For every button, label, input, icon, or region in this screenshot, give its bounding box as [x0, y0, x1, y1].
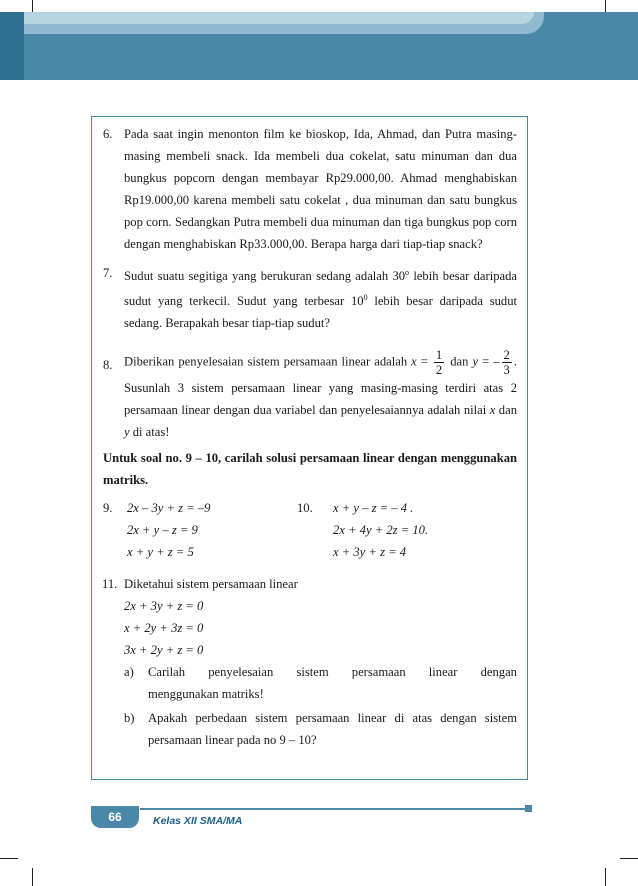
question-text: Pada saat ingin menonton film ke bioskop, Ida, Ahmad, dan Putra masing-masing membeli snack. Ida membeli dua cokelat, satu minuman dan dua bungkus popcorn dengan membayar Rp29.000,00. Ahmad menghabiskan Rp19.000,00 karena membeli satu cokelat , dua minuman dan satu bungkus pop corn. Sedangkan Putra membeli dua minuman dan tiga bungkus pop corn dengan menghabiskan Rp33.000,00. Berapa harga dari tiap-tiap snack?	[124, 127, 517, 251]
systems-9-10	[103, 497, 517, 563]
question-11	[103, 573, 517, 751]
equation: 2x + y – z = 9	[127, 523, 198, 538]
page-number: 66	[91, 806, 139, 828]
question-number: 8.	[103, 358, 113, 373]
fraction-x: $\frac{1}{2}$	[435, 348, 443, 378]
question-text: Sudut suatu segitiga yang berukuran sedang adalah 30$^o$ lebih besar daripada sudut yang terkecil. Sudut yang terbesar $10^0$ lebih besar daripada sudut sedang. Berapakah besar tiap-tiap sudut?	[124, 268, 517, 331]
question-number: 7.	[103, 266, 113, 280]
crop-mark	[620, 858, 638, 859]
footer-rule-endpoint	[525, 805, 532, 812]
question-6	[103, 123, 517, 255]
crop-mark	[0, 858, 18, 859]
equation: x + y – z = – 4 .	[333, 501, 414, 516]
sub-question-b: b) Apakah perbedaan sistem persamaan linear di atas dengan sistem persamaan linear pada no 9 – 10?	[124, 711, 517, 748]
instruction-note: Untuk soal no. 9 – 10, carilah solusi persamaan linear dengan menggunakan matriks.	[103, 451, 517, 488]
sub-question-a: a) Carilah penyelesaian sistem persamaan linear dengan menggunakan matriks!	[124, 665, 517, 702]
question-text: Diketahui sistem persamaan linear	[124, 577, 298, 592]
question-8	[103, 348, 517, 443]
header-band-dark-edge	[0, 12, 24, 80]
question-number: 9.	[103, 501, 113, 516]
crop-mark	[32, 868, 33, 886]
question-number: 6.	[103, 127, 113, 141]
header-band-highlight	[24, 12, 534, 24]
equation: x + 3y + z = 4	[333, 545, 407, 560]
exercise-box	[91, 116, 528, 780]
question-number: 10.	[297, 501, 313, 516]
equation: x + y + z = 5	[127, 545, 194, 560]
equation: 3x + 2y + z = 0	[124, 643, 204, 658]
fraction-y: $\frac{2}{3}$	[503, 348, 510, 378]
question-7	[103, 262, 517, 334]
question-text: Diberikan penyelesaian sistem persamaan linear adalah x = $\frac{1}{2}$ dan y = – $\frac{2}{3}$ . Susunlah 3 sistem persamaan linear yang masing-masing terdiri atas 2 persamaan linear dengan dua variabel dan penyelesaiannya adalah nilai x dan y di atas!	[124, 348, 517, 440]
equation: 2x + 3y + z = 0	[124, 599, 204, 614]
equation: 2x – 3y + z = –9	[127, 501, 211, 516]
crop-mark	[605, 868, 606, 886]
question-number: 11.	[102, 577, 118, 592]
book-title: Kelas XII SMA/MA	[153, 815, 243, 827]
footer-rule	[140, 808, 526, 810]
equation: x + 2y + 3z = 0	[124, 621, 204, 636]
equation: 2x + 4y + 2z = 10.	[333, 523, 429, 538]
